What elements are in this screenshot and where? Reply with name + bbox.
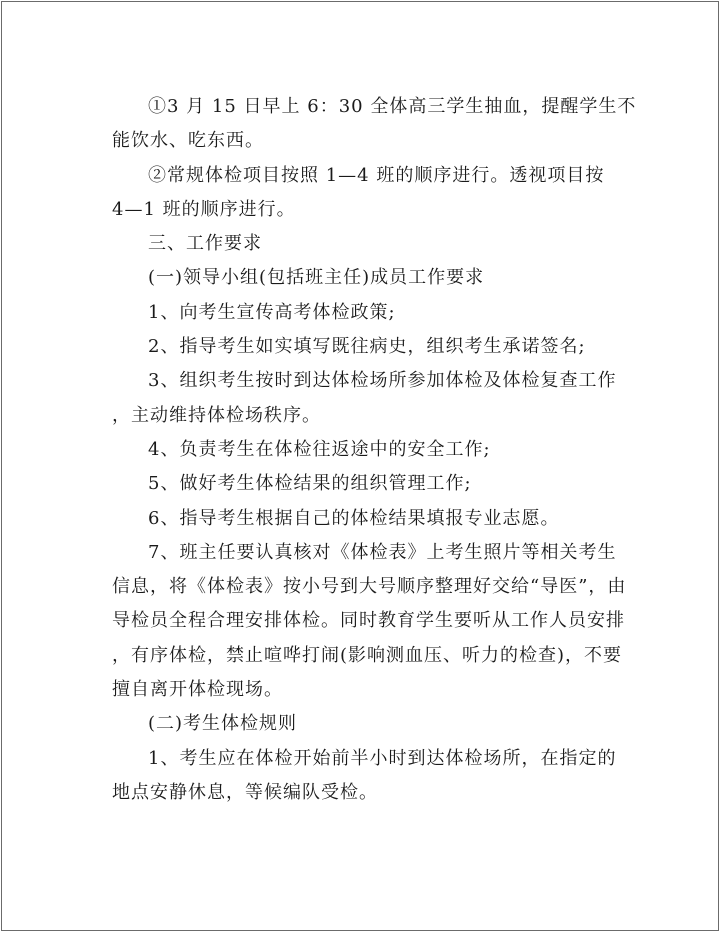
text-line: 6、指导考生根据自己的体检结果填报专业志愿。 xyxy=(148,507,560,529)
text-line: 信息，将《体检表》按小号到大号顺序整理好交给“导医”，由 xyxy=(112,576,627,598)
document-page xyxy=(1,1,719,931)
subsection-heading: (二)考生体检规则 xyxy=(148,713,298,735)
text-line: ，主动维持体检场秩序。 xyxy=(112,404,321,426)
text-line: 导检员全程合理安排体检。同时教育学生要听从工作人员安排 xyxy=(112,610,625,632)
text-line: 3、组织考生按时到达体检场所参加体检及体检复查工作 xyxy=(148,370,617,392)
text-line: 地点安静休息，等候编队受检。 xyxy=(112,781,378,803)
text-line: 5、做好考生体检结果的组织管理工作; xyxy=(148,473,472,495)
text-line: 4—1 班的顺序进行。 xyxy=(112,198,296,220)
text-line: 2、指导考生如实填写既往病史，组织考生承诺签名; xyxy=(148,336,586,358)
text-line: 1、考生应在体检开始前半小时到达体检场所，在指定的 xyxy=(148,747,617,769)
text-line: 1、向考生宣传高考体检政策; xyxy=(148,301,396,323)
text-line: ②常规体检项目按照 1—4 班的顺序进行。透视项目按 xyxy=(148,164,605,186)
text-line: 擅自离开体检现场。 xyxy=(112,679,283,701)
text-line: ，有序体检，禁止喧哗打闹(影响测血压、听力的检查)，不要 xyxy=(112,644,623,666)
text-line: 能饮水、吃东西。 xyxy=(112,130,264,152)
document-body xyxy=(112,90,637,810)
section-heading: 三、工作要求 xyxy=(148,233,262,255)
subsection-heading: (一)领导小组(包括班主任)成员工作要求 xyxy=(148,267,485,289)
text-line: ①3 月 15 日早上 6：30 全体高三学生抽血，提醒学生不 xyxy=(148,96,637,117)
text-line: 4、负责考生在体检往返途中的安全工作; xyxy=(148,438,491,460)
text-line: 7、班主任要认真核对《体检表》上考生照片等相关考生 xyxy=(148,541,617,563)
